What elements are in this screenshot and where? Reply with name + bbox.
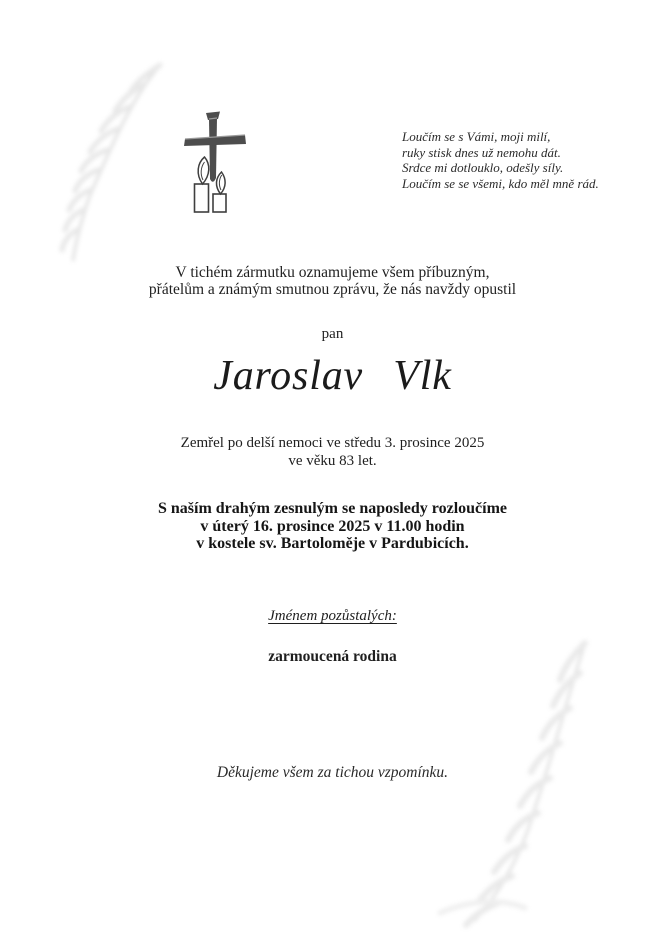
deceased-name: Jaroslav Vlk [213, 353, 452, 399]
farewell-poem [402, 129, 599, 191]
funeral-details-line: v kostele sv. Bartoloměje v Pardubicích. [196, 535, 469, 552]
funeral-details-line: S naším drahým zesnulým se naposledy rozloučíme [157, 500, 508, 517]
announcement-intro [0, 264, 665, 298]
behalf-label-text: Jménem pozůstalých: [268, 608, 397, 624]
feather-decoration-top-left-icon [35, 55, 185, 270]
poem-line: ruky stisk dnes už nemohu dát. [402, 144, 561, 160]
cross-with-candles-icon [182, 110, 248, 214]
thanks-line: Děkujeme všem za tichou vzpomínku. [216, 764, 449, 781]
mourning-family: zarmoucená rodina [268, 648, 397, 665]
poem-line: Srdce mi dotlouklo, odešly síly. [402, 160, 564, 175]
salutation: pan [321, 326, 344, 342]
poem-line: Loučím se s Vámi, moji milí, [402, 129, 551, 144]
death-details [0, 435, 665, 470]
feather-decoration-bottom-right-icon [430, 628, 640, 938]
funeral-details-line: v úterý 16. prosince 2025 v 11.00 hodin [200, 517, 465, 535]
death-details-line: ve věku 83 let. [288, 452, 377, 469]
behalf-label [0, 608, 665, 625]
announcement-intro-line: V tichém zármutku oznamujeme všem příbuzným, [175, 264, 490, 281]
death-details-line: Zemřel po delší nemoci ve středu 3. prosince 2025 [180, 435, 485, 451]
announcement-intro-line: přátelům a známým smutnou zprávu, že nás navždy opustil [148, 281, 517, 298]
poem-line: Loučím se se všemi, kdo měl mně rád. [402, 175, 599, 191]
funeral-details [0, 500, 665, 553]
